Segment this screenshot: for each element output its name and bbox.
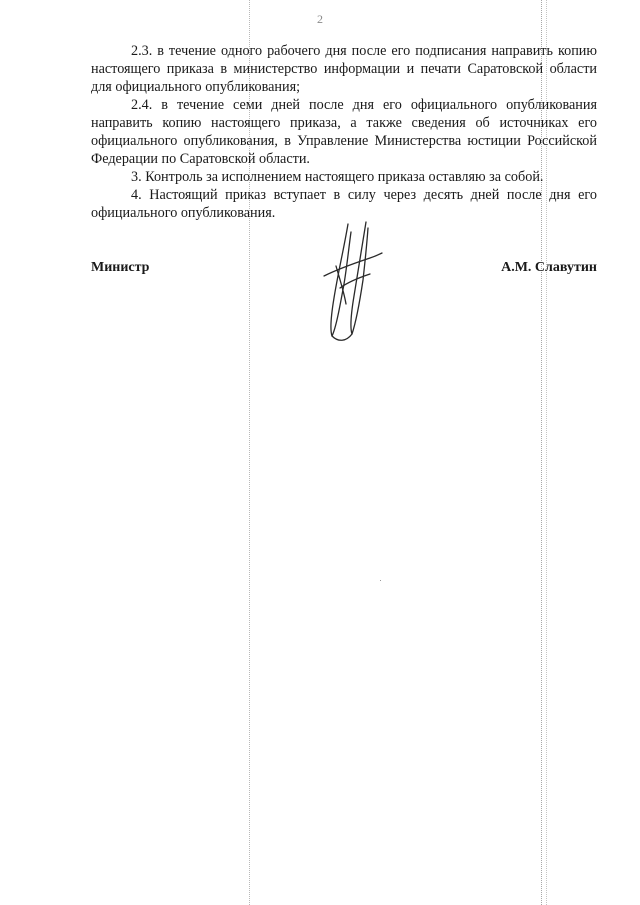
document-body <box>91 42 597 222</box>
paragraph-3: 3. Контроль за исполнением настоящего приказа оставляю за собой. <box>131 169 544 185</box>
handwritten-signature <box>318 218 388 348</box>
paragraph-2-3: 2.3. в течение одного рабочего дня после его подписания направить копию настоящего приказа в министерство информации и печати Саратовской области для официального опубликования; <box>91 43 597 95</box>
paragraph-4: 4. Настоящий приказ вступает в силу через десять дней после дня его официального опубликования. <box>91 187 597 221</box>
signature-stroke <box>324 253 382 276</box>
signature-stroke <box>331 224 351 336</box>
paragraph-2-4: 2.4. в течение семи дней после дня его официального опубликования направить копию настоящего приказа, а также сведения об источниках его официального опубликования, в Управление Министерства юстиции Российской Федерации по Саратовской области. <box>91 97 597 167</box>
signatory-title: Министр <box>91 260 150 275</box>
signatory-name: А.М. Славутин <box>501 260 597 275</box>
signature-stroke <box>332 334 352 340</box>
page-number: 2 <box>317 12 323 26</box>
scan-speck <box>380 580 381 581</box>
